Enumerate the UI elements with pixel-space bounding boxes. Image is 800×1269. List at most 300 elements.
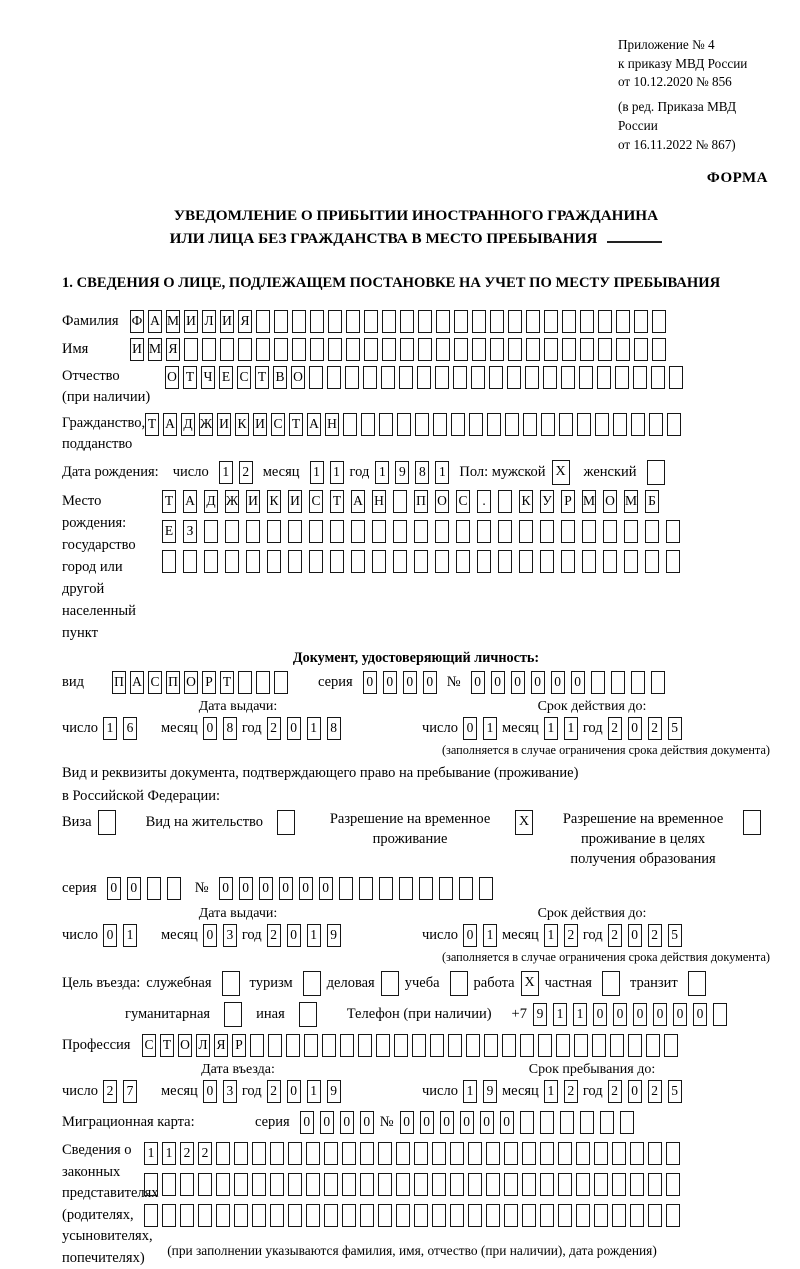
residence-number-cells[interactable]: [219, 877, 493, 900]
char-cell[interactable]: 0: [628, 1080, 642, 1103]
char-cell[interactable]: [268, 1034, 282, 1057]
given-name-cells[interactable]: [130, 338, 666, 361]
char-cell[interactable]: [666, 1173, 680, 1196]
char-cell[interactable]: Р: [561, 490, 575, 513]
char-cell[interactable]: [288, 550, 302, 573]
char-cell[interactable]: [647, 460, 665, 485]
char-cell[interactable]: [224, 1002, 242, 1027]
char-cell[interactable]: [456, 520, 470, 543]
char-cell[interactable]: [525, 366, 539, 389]
migration-number-cells[interactable]: [400, 1111, 634, 1134]
char-cell[interactable]: [576, 1204, 590, 1227]
char-cell[interactable]: 0: [287, 924, 301, 947]
char-cell[interactable]: [412, 1034, 426, 1057]
issue-day-cells[interactable]: [103, 717, 137, 740]
char-cell[interactable]: [508, 310, 522, 333]
char-cell[interactable]: А: [130, 671, 144, 694]
char-cell[interactable]: [454, 310, 468, 333]
char-cell[interactable]: [216, 1204, 230, 1227]
char-cell[interactable]: [450, 971, 468, 996]
char-cell[interactable]: Р: [232, 1034, 246, 1057]
char-cell[interactable]: [577, 413, 591, 436]
entry-year-cells[interactable]: [267, 1080, 341, 1103]
char-cell[interactable]: 0: [531, 671, 545, 694]
char-cell[interactable]: [436, 310, 450, 333]
char-cell[interactable]: [393, 490, 407, 513]
char-cell[interactable]: [486, 1204, 500, 1227]
char-cell[interactable]: З: [183, 520, 197, 543]
char-cell[interactable]: 0: [500, 1111, 514, 1134]
char-cell[interactable]: 0: [103, 924, 117, 947]
char-cell[interactable]: [471, 366, 485, 389]
char-cell[interactable]: [396, 1204, 410, 1227]
char-cell[interactable]: [649, 413, 663, 436]
char-cell[interactable]: [359, 877, 373, 900]
char-cell[interactable]: [234, 1173, 248, 1196]
char-cell[interactable]: 0: [360, 1111, 374, 1134]
char-cell[interactable]: [342, 1142, 356, 1165]
char-cell[interactable]: 0: [300, 1111, 314, 1134]
char-cell[interactable]: [225, 520, 239, 543]
char-cell[interactable]: А: [163, 413, 177, 436]
char-cell[interactable]: Н: [325, 413, 339, 436]
char-cell[interactable]: [147, 877, 161, 900]
char-cell[interactable]: [540, 1173, 554, 1196]
char-cell[interactable]: [292, 310, 306, 333]
char-cell[interactable]: [582, 550, 596, 573]
issue-month-cells[interactable]: [203, 924, 237, 947]
char-cell[interactable]: [238, 338, 252, 361]
char-cell[interactable]: 0: [633, 1003, 647, 1026]
entry-month-cells[interactable]: [203, 1080, 237, 1103]
purpose-private-checkbox[interactable]: [602, 971, 620, 996]
char-cell[interactable]: [382, 310, 396, 333]
char-cell[interactable]: [559, 413, 573, 436]
char-cell[interactable]: [519, 520, 533, 543]
char-cell[interactable]: Я: [214, 1034, 228, 1057]
char-cell[interactable]: 1: [307, 1080, 321, 1103]
char-cell[interactable]: [292, 338, 306, 361]
char-cell[interactable]: [645, 520, 659, 543]
char-cell[interactable]: С: [456, 490, 470, 513]
char-cell[interactable]: [363, 366, 377, 389]
char-cell[interactable]: [520, 1111, 534, 1134]
char-cell[interactable]: [666, 520, 680, 543]
char-cell[interactable]: 0: [593, 1003, 607, 1026]
char-cell[interactable]: [180, 1204, 194, 1227]
char-cell[interactable]: [382, 338, 396, 361]
char-cell[interactable]: [576, 1173, 590, 1196]
char-cell[interactable]: О: [165, 366, 179, 389]
char-cell[interactable]: [364, 310, 378, 333]
char-cell[interactable]: [417, 366, 431, 389]
char-cell[interactable]: 0: [551, 671, 565, 694]
char-cell[interactable]: [616, 338, 630, 361]
char-cell[interactable]: 0: [203, 717, 217, 740]
purpose-humanitarian-checkbox[interactable]: [224, 1002, 242, 1027]
valid-year-cells[interactable]: [608, 717, 682, 740]
representatives-row2-cells[interactable]: [144, 1173, 680, 1196]
char-cell[interactable]: [540, 550, 554, 573]
char-cell[interactable]: 0: [491, 671, 505, 694]
char-cell[interactable]: [309, 366, 323, 389]
purpose-work-checkbox[interactable]: [521, 971, 539, 996]
char-cell[interactable]: [162, 1204, 176, 1227]
char-cell[interactable]: 1: [219, 461, 233, 484]
char-cell[interactable]: [459, 877, 473, 900]
char-cell[interactable]: [477, 550, 491, 573]
char-cell[interactable]: [448, 1034, 462, 1057]
char-cell[interactable]: [466, 1034, 480, 1057]
char-cell[interactable]: [288, 1204, 302, 1227]
char-cell[interactable]: [630, 1173, 644, 1196]
char-cell[interactable]: [526, 338, 540, 361]
char-cell[interactable]: [288, 1173, 302, 1196]
char-cell[interactable]: 0: [693, 1003, 707, 1026]
char-cell[interactable]: [216, 1173, 230, 1196]
char-cell[interactable]: [489, 366, 503, 389]
char-cell[interactable]: [580, 310, 594, 333]
char-cell[interactable]: [394, 1034, 408, 1057]
char-cell[interactable]: [364, 338, 378, 361]
valid-month-cells[interactable]: [544, 717, 578, 740]
char-cell[interactable]: 0: [279, 877, 293, 900]
char-cell[interactable]: 2: [648, 717, 662, 740]
char-cell[interactable]: [669, 366, 683, 389]
char-cell[interactable]: Т: [145, 413, 159, 436]
char-cell[interactable]: 0: [628, 717, 642, 740]
char-cell[interactable]: [543, 366, 557, 389]
char-cell[interactable]: [216, 1142, 230, 1165]
char-cell[interactable]: [361, 413, 375, 436]
char-cell[interactable]: [204, 520, 218, 543]
char-cell[interactable]: [234, 1142, 248, 1165]
char-cell[interactable]: [603, 550, 617, 573]
char-cell[interactable]: 1: [564, 717, 578, 740]
char-cell[interactable]: 2: [267, 717, 281, 740]
gender-female-checkbox[interactable]: [647, 460, 665, 485]
char-cell[interactable]: [432, 1173, 446, 1196]
char-cell[interactable]: [522, 1142, 536, 1165]
char-cell[interactable]: Д: [204, 490, 218, 513]
char-cell[interactable]: [631, 413, 645, 436]
birth-place-row2-cells[interactable]: [162, 520, 680, 543]
char-cell[interactable]: А: [183, 490, 197, 513]
char-cell[interactable]: Е: [162, 520, 176, 543]
char-cell[interactable]: [360, 1142, 374, 1165]
char-cell[interactable]: [541, 413, 555, 436]
char-cell[interactable]: П: [414, 490, 428, 513]
char-cell[interactable]: 1: [307, 924, 321, 947]
char-cell[interactable]: К: [519, 490, 533, 513]
char-cell[interactable]: 0: [480, 1111, 494, 1134]
char-cell[interactable]: А: [148, 310, 162, 333]
char-cell[interactable]: 0: [319, 877, 333, 900]
char-cell[interactable]: [327, 366, 341, 389]
char-cell[interactable]: [502, 1034, 516, 1057]
char-cell[interactable]: [645, 550, 659, 573]
char-cell[interactable]: Л: [202, 310, 216, 333]
char-cell[interactable]: 3: [223, 924, 237, 947]
char-cell[interactable]: [303, 971, 321, 996]
char-cell[interactable]: [450, 1142, 464, 1165]
char-cell[interactable]: [615, 366, 629, 389]
char-cell[interactable]: [419, 877, 433, 900]
char-cell[interactable]: [592, 1034, 606, 1057]
char-cell[interactable]: Т: [255, 366, 269, 389]
char-cell[interactable]: 0: [219, 877, 233, 900]
char-cell[interactable]: [634, 338, 648, 361]
char-cell[interactable]: [498, 490, 512, 513]
char-cell[interactable]: Х: [515, 810, 533, 835]
char-cell[interactable]: [613, 413, 627, 436]
char-cell[interactable]: С: [237, 366, 251, 389]
char-cell[interactable]: [597, 366, 611, 389]
char-cell[interactable]: [414, 1173, 428, 1196]
char-cell[interactable]: 1: [483, 717, 497, 740]
char-cell[interactable]: 2: [267, 1080, 281, 1103]
char-cell[interactable]: [432, 1204, 446, 1227]
phone-cells[interactable]: [533, 1003, 727, 1026]
char-cell[interactable]: [666, 1142, 680, 1165]
issue-year-cells[interactable]: [267, 717, 341, 740]
char-cell[interactable]: [540, 1142, 554, 1165]
char-cell[interactable]: [595, 413, 609, 436]
char-cell[interactable]: 0: [107, 877, 121, 900]
visa-checkbox[interactable]: [98, 810, 116, 835]
char-cell[interactable]: [598, 310, 612, 333]
char-cell[interactable]: [666, 550, 680, 573]
char-cell[interactable]: У: [540, 490, 554, 513]
char-cell[interactable]: 1: [310, 461, 324, 484]
char-cell[interactable]: 1: [483, 924, 497, 947]
char-cell[interactable]: [523, 413, 537, 436]
char-cell[interactable]: 0: [440, 1111, 454, 1134]
char-cell[interactable]: 8: [327, 717, 341, 740]
char-cell[interactable]: 2: [648, 924, 662, 947]
char-cell[interactable]: О: [184, 671, 198, 694]
birth-place-row3-cells[interactable]: [162, 550, 680, 573]
char-cell[interactable]: Е: [219, 366, 233, 389]
representatives-row1-cells[interactable]: [144, 1142, 680, 1165]
char-cell[interactable]: [648, 1204, 662, 1227]
char-cell[interactable]: С: [148, 671, 162, 694]
char-cell[interactable]: 0: [653, 1003, 667, 1026]
char-cell[interactable]: [504, 1173, 518, 1196]
char-cell[interactable]: О: [291, 366, 305, 389]
issue-month-cells[interactable]: [203, 717, 237, 740]
char-cell[interactable]: [342, 1204, 356, 1227]
char-cell[interactable]: [309, 520, 323, 543]
residence-permit-checkbox[interactable]: [277, 810, 295, 835]
char-cell[interactable]: [651, 366, 665, 389]
char-cell[interactable]: [558, 1173, 572, 1196]
char-cell[interactable]: [378, 1142, 392, 1165]
char-cell[interactable]: [415, 413, 429, 436]
char-cell[interactable]: [360, 1173, 374, 1196]
char-cell[interactable]: [630, 1142, 644, 1165]
char-cell[interactable]: [600, 1111, 614, 1134]
char-cell[interactable]: [560, 1111, 574, 1134]
char-cell[interactable]: [620, 1111, 634, 1134]
char-cell[interactable]: Р: [202, 671, 216, 694]
char-cell[interactable]: [396, 1142, 410, 1165]
char-cell[interactable]: Х: [521, 971, 539, 996]
char-cell[interactable]: 0: [403, 671, 417, 694]
char-cell[interactable]: [468, 1204, 482, 1227]
char-cell[interactable]: [183, 550, 197, 573]
char-cell[interactable]: [250, 1034, 264, 1057]
char-cell[interactable]: [579, 366, 593, 389]
char-cell[interactable]: П: [166, 671, 180, 694]
char-cell[interactable]: [309, 550, 323, 573]
char-cell[interactable]: [430, 1034, 444, 1057]
char-cell[interactable]: [381, 971, 399, 996]
char-cell[interactable]: 2: [564, 924, 578, 947]
char-cell[interactable]: [418, 338, 432, 361]
char-cell[interactable]: [487, 413, 501, 436]
purpose-official-checkbox[interactable]: [222, 971, 240, 996]
char-cell[interactable]: 1: [307, 717, 321, 740]
char-cell[interactable]: 0: [299, 877, 313, 900]
char-cell[interactable]: [330, 520, 344, 543]
char-cell[interactable]: [628, 1034, 642, 1057]
char-cell[interactable]: [574, 1034, 588, 1057]
char-cell[interactable]: [436, 338, 450, 361]
char-cell[interactable]: [299, 1002, 317, 1027]
char-cell[interactable]: [286, 1034, 300, 1057]
char-cell[interactable]: [144, 1173, 158, 1196]
char-cell[interactable]: [322, 1034, 336, 1057]
char-cell[interactable]: [396, 1173, 410, 1196]
char-cell[interactable]: 0: [239, 877, 253, 900]
char-cell[interactable]: Ч: [201, 366, 215, 389]
stay-year-cells[interactable]: [608, 1080, 682, 1103]
char-cell[interactable]: Х: [552, 460, 570, 485]
birth-place-row1-cells[interactable]: [162, 490, 680, 513]
char-cell[interactable]: 0: [203, 924, 217, 947]
birth-year-cells[interactable]: [375, 461, 449, 484]
char-cell[interactable]: 7: [123, 1080, 137, 1103]
char-cell[interactable]: [167, 877, 181, 900]
char-cell[interactable]: [270, 1173, 284, 1196]
surname-cells[interactable]: [130, 310, 666, 333]
char-cell[interactable]: Я: [166, 338, 180, 361]
char-cell[interactable]: [634, 310, 648, 333]
char-cell[interactable]: О: [178, 1034, 192, 1057]
char-cell[interactable]: [603, 520, 617, 543]
char-cell[interactable]: С: [142, 1034, 156, 1057]
char-cell[interactable]: [222, 971, 240, 996]
char-cell[interactable]: [162, 550, 176, 573]
char-cell[interactable]: [556, 1034, 570, 1057]
char-cell[interactable]: [504, 1204, 518, 1227]
char-cell[interactable]: 1: [544, 717, 558, 740]
char-cell[interactable]: 9: [327, 1080, 341, 1103]
char-cell[interactable]: [304, 1034, 318, 1057]
char-cell[interactable]: [351, 550, 365, 573]
char-cell[interactable]: А: [307, 413, 321, 436]
char-cell[interactable]: [399, 877, 413, 900]
char-cell[interactable]: К: [267, 490, 281, 513]
purpose-business-checkbox[interactable]: [381, 971, 399, 996]
char-cell[interactable]: [339, 877, 353, 900]
char-cell[interactable]: [507, 366, 521, 389]
char-cell[interactable]: 2: [608, 717, 622, 740]
char-cell[interactable]: [580, 338, 594, 361]
char-cell[interactable]: [288, 520, 302, 543]
char-cell[interactable]: 0: [340, 1111, 354, 1134]
char-cell[interactable]: [379, 877, 393, 900]
char-cell[interactable]: П: [112, 671, 126, 694]
char-cell[interactable]: [505, 413, 519, 436]
char-cell[interactable]: [414, 520, 428, 543]
char-cell[interactable]: [310, 310, 324, 333]
char-cell[interactable]: [198, 1173, 212, 1196]
char-cell[interactable]: [520, 1034, 534, 1057]
residence-series-cells[interactable]: [107, 877, 181, 900]
char-cell[interactable]: [538, 1034, 552, 1057]
char-cell[interactable]: [274, 310, 288, 333]
char-cell[interactable]: 5: [668, 1080, 682, 1103]
char-cell[interactable]: М: [166, 310, 180, 333]
char-cell[interactable]: 8: [415, 461, 429, 484]
char-cell[interactable]: 9: [533, 1003, 547, 1026]
patronymic-cells[interactable]: [165, 366, 683, 389]
char-cell[interactable]: [612, 1204, 626, 1227]
char-cell[interactable]: [433, 413, 447, 436]
char-cell[interactable]: 1: [435, 461, 449, 484]
birth-month-cells[interactable]: [310, 461, 344, 484]
char-cell[interactable]: [612, 1142, 626, 1165]
char-cell[interactable]: [252, 1173, 266, 1196]
char-cell[interactable]: О: [435, 490, 449, 513]
char-cell[interactable]: [432, 1142, 446, 1165]
char-cell[interactable]: 0: [613, 1003, 627, 1026]
edu-permit-checkbox[interactable]: [743, 810, 761, 835]
char-cell[interactable]: [346, 338, 360, 361]
char-cell[interactable]: [582, 520, 596, 543]
char-cell[interactable]: [544, 310, 558, 333]
char-cell[interactable]: [306, 1173, 320, 1196]
char-cell[interactable]: 0: [628, 924, 642, 947]
char-cell[interactable]: [610, 1034, 624, 1057]
char-cell[interactable]: Т: [183, 366, 197, 389]
char-cell[interactable]: [381, 366, 395, 389]
char-cell[interactable]: [184, 338, 198, 361]
char-cell[interactable]: [562, 338, 576, 361]
char-cell[interactable]: [451, 413, 465, 436]
char-cell[interactable]: С: [309, 490, 323, 513]
char-cell[interactable]: И: [130, 338, 144, 361]
char-cell[interactable]: [246, 550, 260, 573]
char-cell[interactable]: 0: [571, 671, 585, 694]
char-cell[interactable]: [561, 550, 575, 573]
char-cell[interactable]: 2: [180, 1142, 194, 1165]
char-cell[interactable]: 2: [103, 1080, 117, 1103]
profession-cells[interactable]: [142, 1034, 678, 1057]
char-cell[interactable]: [477, 520, 491, 543]
char-cell[interactable]: [631, 671, 645, 694]
char-cell[interactable]: [453, 366, 467, 389]
char-cell[interactable]: [498, 550, 512, 573]
char-cell[interactable]: [602, 971, 620, 996]
char-cell[interactable]: [246, 520, 260, 543]
char-cell[interactable]: 1: [463, 1080, 477, 1103]
char-cell[interactable]: [472, 338, 486, 361]
char-cell[interactable]: [98, 810, 116, 835]
char-cell[interactable]: [324, 1142, 338, 1165]
